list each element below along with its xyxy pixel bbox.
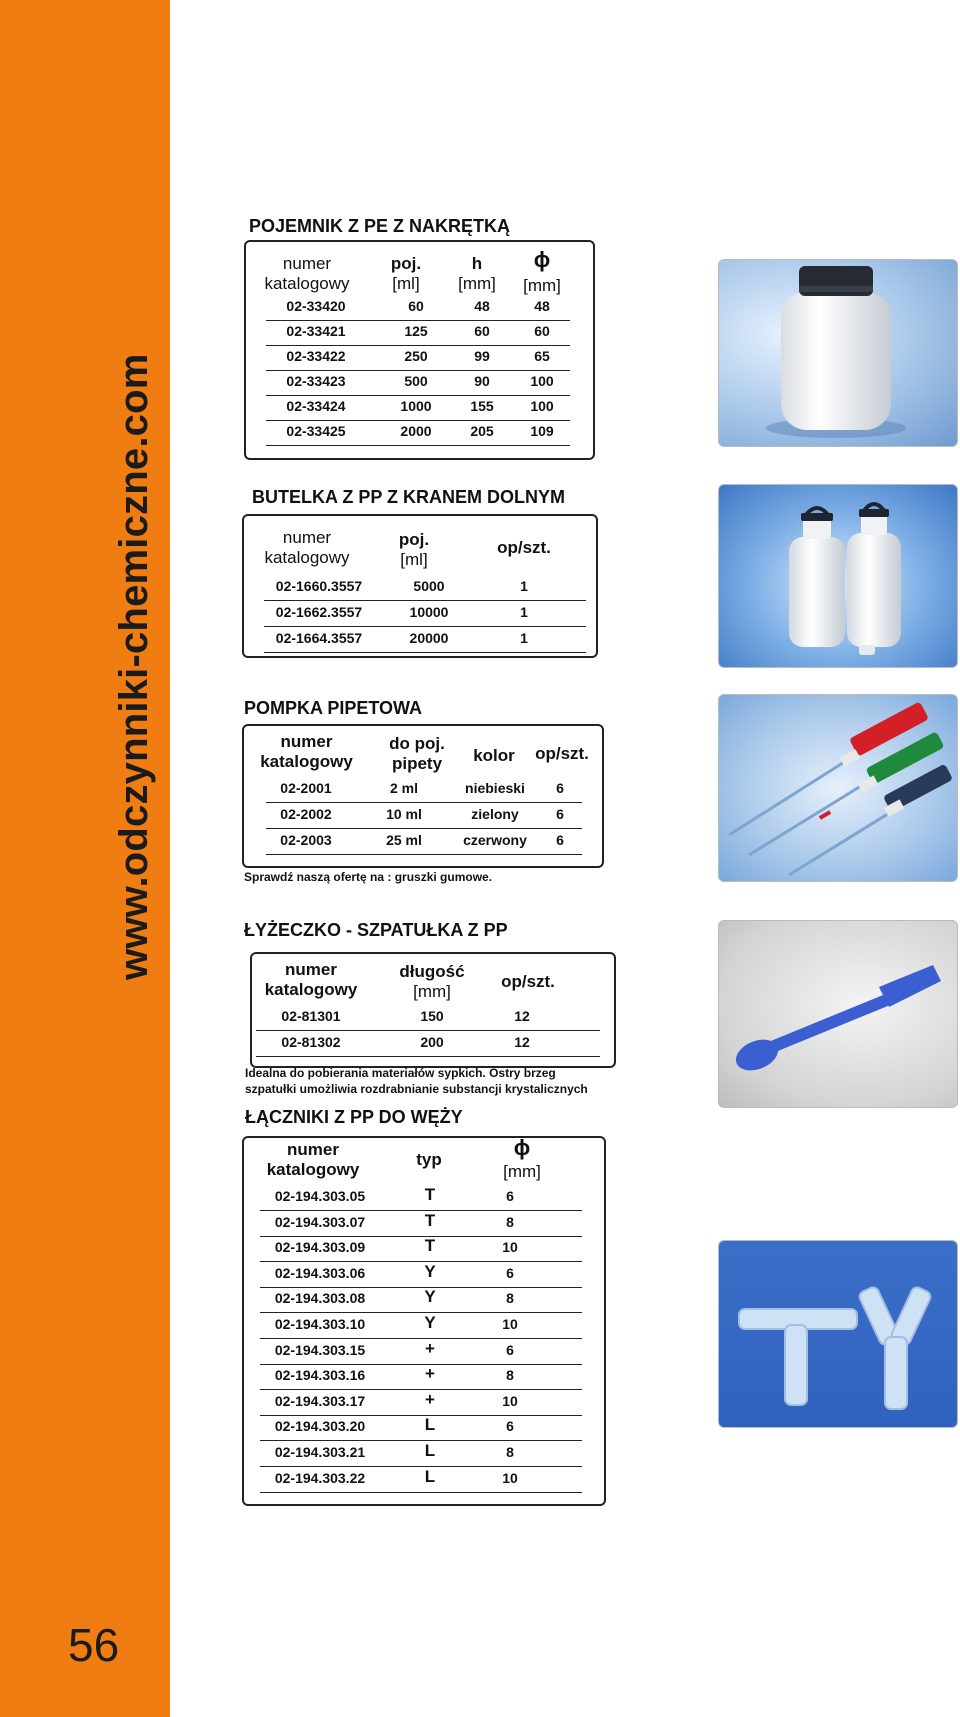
table-row	[260, 1391, 582, 1416]
cell-capacity: 20000	[409, 630, 449, 646]
cell-catalog-number: 02-2001	[280, 780, 332, 796]
section-title-pojemnik: POJEMNIK Z PE Z NAKRĘTKĄ	[249, 216, 511, 236]
cell-diameter: 10	[502, 1316, 518, 1332]
cell-quantity: 12	[514, 1008, 530, 1024]
cell-catalog-number: 02-81302	[281, 1034, 341, 1050]
table-row	[266, 778, 582, 803]
cell-diameter: 109	[530, 423, 554, 439]
header-numer: numer	[285, 960, 337, 979]
table-row	[260, 1288, 582, 1313]
phi-symbol-icon: ϕ	[513, 1135, 531, 1160]
table-row	[266, 830, 582, 855]
photo-connectors	[718, 1240, 958, 1428]
cell-height: 48	[474, 298, 490, 314]
cell-height: 60	[474, 323, 490, 339]
table-row	[260, 1237, 582, 1262]
cell-quantity: 12	[514, 1034, 530, 1050]
cell-diameter: 6	[506, 1341, 514, 1358]
table-pojemnik	[244, 240, 595, 460]
sidebar	[0, 0, 170, 1717]
header-h-unit: [mm]	[458, 274, 496, 293]
cell-type: T	[424, 1236, 436, 1256]
cell-catalog-number: 02-81301	[281, 1008, 341, 1024]
cell-diameter: 10	[502, 1469, 518, 1486]
table-laczniki	[242, 1136, 606, 1506]
table-row	[260, 1212, 582, 1237]
header-katalogowy: katalogowy	[260, 752, 353, 771]
table-row	[260, 1468, 582, 1493]
cell-type: L	[424, 1466, 436, 1486]
header-kolor: kolor	[473, 746, 515, 765]
cell-type: L	[424, 1415, 436, 1435]
cell-height: 90	[474, 373, 490, 389]
table-lyzeczko	[250, 952, 616, 1068]
cell-color: zielony	[471, 806, 519, 822]
cell-catalog-number: 02-194.303.05	[274, 1188, 366, 1204]
cell-catalog-number: 02-194.303.16	[274, 1367, 366, 1384]
cell-diameter: 10	[502, 1239, 518, 1256]
cell-diameter: 100	[530, 398, 554, 414]
table-butelka	[242, 514, 598, 658]
cell-diameter: 65	[534, 348, 550, 364]
cell-catalog-number: 02-194.303.21	[274, 1444, 366, 1460]
table-row	[266, 296, 570, 321]
cell-capacity: 125	[404, 323, 428, 339]
note-lyzeczko-line1: Idealna do pobierania materiałów sypkich. Ostry brzeg	[245, 1066, 556, 1080]
pipette-icon	[719, 695, 957, 881]
table-row	[260, 1314, 582, 1339]
table-row	[266, 346, 570, 371]
cell-catalog-number: 02-194.303.09	[274, 1239, 366, 1256]
cell-type: +	[425, 1389, 435, 1409]
cell-diameter: 8	[506, 1213, 514, 1230]
cell-height: 205	[470, 423, 494, 439]
cell-quantity: 1	[520, 630, 528, 646]
cell-capacity: 1000	[400, 398, 432, 414]
cell-diameter: 6	[506, 1418, 514, 1435]
cell-catalog-number: 02-2002	[280, 806, 332, 822]
table-row	[266, 804, 582, 829]
header-numer: numer	[280, 732, 333, 751]
cell-quantity: 6	[556, 806, 564, 822]
header-katalogowy: katalogowy	[266, 1160, 360, 1179]
cell-capacity: 10000	[409, 604, 449, 620]
table-row	[260, 1442, 582, 1467]
header-katalogowy: katalogowy	[264, 274, 350, 293]
header-op: op/szt.	[501, 972, 555, 991]
cell-height: 155	[470, 398, 494, 414]
table-row	[260, 1263, 582, 1288]
cell-length: 150	[420, 1008, 444, 1024]
cell-volume: 10 ml	[386, 806, 422, 822]
cell-diameter: 60	[534, 323, 550, 339]
cell-quantity: 6	[556, 780, 564, 796]
cell-catalog-number: 02-33422	[286, 348, 346, 364]
cell-catalog-number: 02-194.303.20	[274, 1418, 366, 1435]
note-lyzeczko-line2: szpatułki umożliwia rozdrabnianie substancji krystalicznych	[245, 1082, 588, 1096]
header-dlugosc-unit: [mm]	[413, 982, 451, 1001]
cell-diameter: 8	[506, 1444, 514, 1460]
note-pompka: Sprawdź naszą ofertę na : gruszki gumowe.	[244, 870, 493, 884]
cell-color: niebieski	[465, 780, 525, 796]
cell-catalog-number: 02-194.303.15	[274, 1341, 366, 1358]
cell-volume: 25 ml	[386, 832, 422, 848]
header-typ: typ	[416, 1150, 442, 1169]
table-row	[266, 421, 570, 446]
section-title-butelka: BUTELKA Z PP Z KRANEM DOLNYM	[252, 487, 565, 507]
cell-quantity: 1	[520, 604, 528, 620]
table-row	[264, 576, 586, 601]
header-poj-unit: [ml]	[392, 274, 420, 293]
cell-catalog-number: 02-1664.3557	[275, 630, 363, 646]
header-poj-unit: [ml]	[400, 550, 428, 569]
cell-catalog-number: 02-33425	[286, 423, 346, 439]
cell-diameter: 48	[534, 298, 550, 314]
table-row	[260, 1340, 582, 1365]
connector-icon	[719, 1241, 957, 1427]
cell-catalog-number: 02-194.303.10	[274, 1316, 366, 1332]
cell-catalog-number: 02-33424	[286, 398, 346, 414]
bottle-icon	[719, 485, 957, 667]
header-pipety: pipety	[391, 754, 443, 773]
cell-quantity: 6	[556, 832, 564, 848]
cell-capacity: 60	[408, 298, 424, 314]
cell-catalog-number: 02-1662.3557	[275, 604, 363, 620]
table-row	[256, 1006, 600, 1031]
table-row	[260, 1416, 582, 1441]
website-url: www.odczynniki-chemiczne.com	[112, 353, 156, 980]
table-row	[266, 371, 570, 396]
photo-pipette-pumps	[718, 694, 958, 882]
header-katalogowy: katalogowy	[264, 548, 350, 567]
cell-quantity: 1	[520, 578, 528, 594]
cell-catalog-number: 02-194.303.22	[274, 1469, 366, 1486]
cell-type: +	[425, 1338, 435, 1358]
jar-icon	[719, 260, 957, 446]
photo-spatula	[718, 920, 958, 1108]
section-title-pompka: POMPKA PIPETOWA	[244, 698, 423, 718]
table-row	[266, 321, 570, 346]
phi-symbol-icon: ϕ	[533, 247, 551, 272]
cell-height: 99	[474, 348, 490, 364]
cell-diameter: 6	[506, 1264, 514, 1281]
photo-pe-jar	[718, 259, 958, 447]
cell-catalog-number: 02-33420	[286, 298, 346, 314]
cell-catalog-number: 02-2003	[280, 832, 332, 848]
header-phi-unit: [mm]	[523, 276, 561, 295]
cell-type: L	[424, 1441, 436, 1460]
cell-diameter: 100	[530, 373, 554, 389]
cell-type: T	[424, 1185, 436, 1204]
table-row	[260, 1365, 582, 1390]
cell-catalog-number: 02-194.303.08	[274, 1290, 366, 1307]
header-dlugosc: długość	[399, 962, 465, 981]
cell-length: 200	[420, 1034, 444, 1050]
spatula-icon	[719, 921, 957, 1107]
header-numer: numer	[282, 254, 332, 273]
header-poj: poj.	[398, 530, 430, 549]
header-op: op/szt.	[535, 744, 589, 763]
cell-diameter: 10	[502, 1392, 518, 1409]
section-title-lyzeczko: ŁYŻECZKO - SZPATUŁKA Z PP	[244, 920, 508, 940]
header-op: op/szt.	[497, 538, 551, 557]
table-pompka	[242, 724, 604, 868]
cell-color: czerwony	[463, 832, 527, 848]
table-row	[256, 1032, 600, 1057]
cell-diameter: 8	[506, 1367, 514, 1384]
cell-type: +	[425, 1364, 435, 1384]
cell-capacity: 5000	[413, 578, 445, 594]
cell-capacity: 250	[404, 348, 428, 364]
photo-pp-bottles	[718, 484, 958, 668]
cell-catalog-number: 02-194.303.07	[274, 1213, 366, 1230]
cell-catalog-number: 02-194.303.06	[274, 1264, 366, 1281]
header-h: h	[471, 254, 483, 273]
header-numer: numer	[287, 1140, 339, 1159]
cell-type: Y	[424, 1261, 436, 1281]
header-phi-unit: [mm]	[503, 1162, 541, 1181]
cell-catalog-number: 02-33421	[286, 323, 346, 339]
cell-type: Y	[424, 1313, 436, 1332]
section-title-laczniki: ŁĄCZNIKI Z PP DO WĘŻY	[245, 1107, 463, 1127]
table-row	[266, 396, 570, 421]
table-row	[260, 1186, 582, 1211]
cell-capacity: 2000	[400, 423, 432, 439]
cell-type: Y	[424, 1287, 436, 1307]
cell-capacity: 500	[404, 373, 428, 389]
cell-catalog-number: 02-1660.3557	[275, 578, 363, 594]
page-number: 56	[68, 1619, 120, 1671]
cell-diameter: 6	[506, 1188, 514, 1204]
cell-catalog-number: 02-33423	[286, 373, 346, 389]
cell-diameter: 8	[506, 1290, 514, 1307]
header-do-poj: do poj.	[389, 734, 445, 753]
table-row	[264, 602, 586, 627]
cell-type: T	[424, 1210, 436, 1230]
header-numer: numer	[282, 528, 332, 547]
header-katalogowy: katalogowy	[264, 980, 358, 999]
cell-catalog-number: 02-194.303.17	[274, 1392, 366, 1409]
header-poj: poj.	[390, 254, 422, 273]
table-row	[264, 628, 586, 653]
cell-volume: 2 ml	[389, 780, 418, 796]
